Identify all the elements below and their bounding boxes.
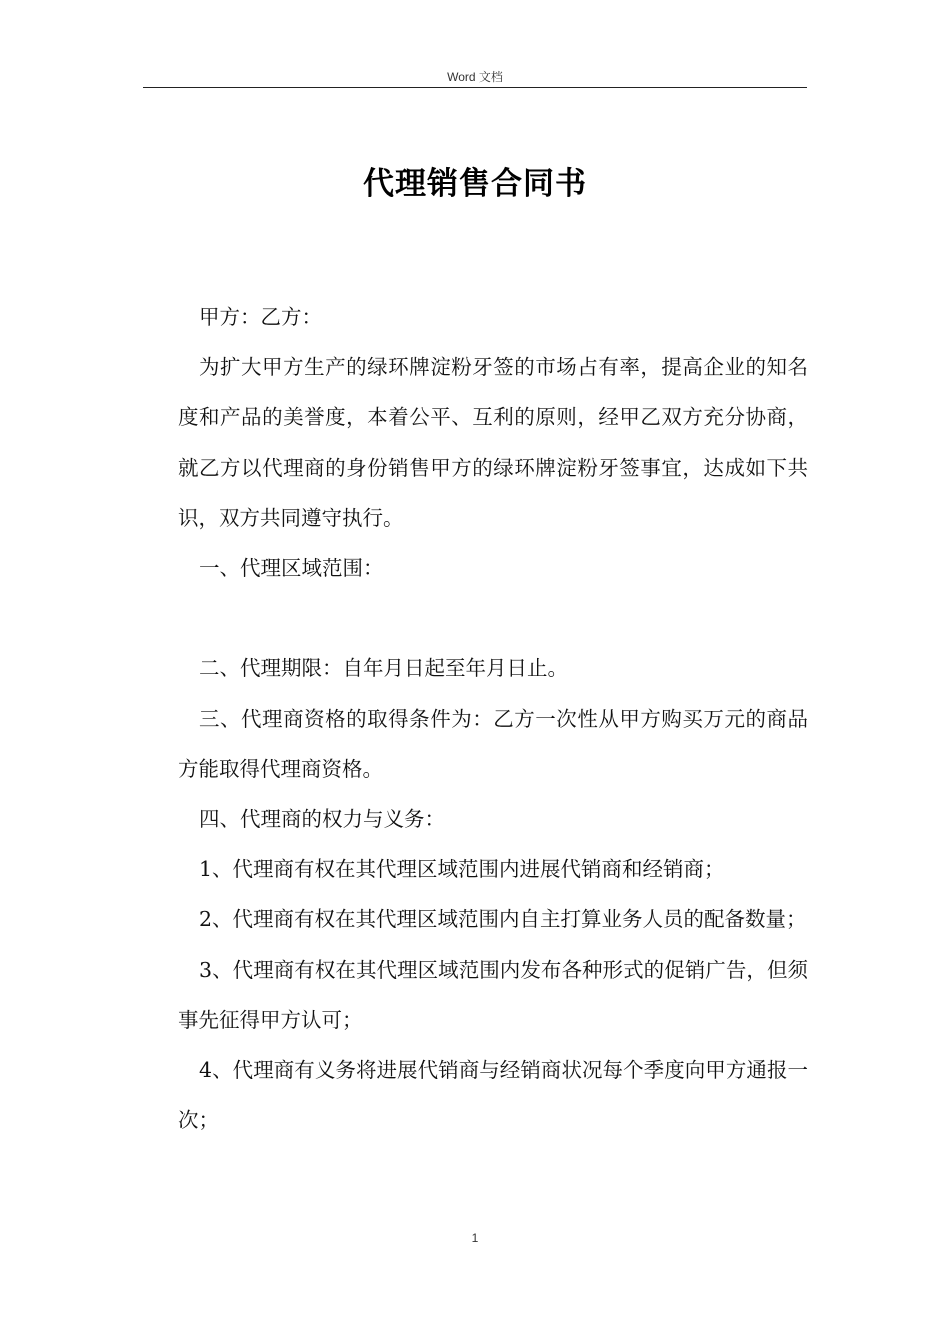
paragraph-parties: 甲方：乙方：: [199, 305, 322, 329]
list-item-4: 4、代理商有义务将进展代销商与经销商状况每个季度向甲方通报一次；: [178, 1058, 808, 1133]
document-title: 代理销售合同书: [363, 166, 587, 202]
document-body: [178, 292, 808, 1145]
page-header: Word 文档: [447, 70, 503, 84]
paragraph-section-1: 一、代理区域范围：: [199, 556, 384, 581]
page-number: 1: [471, 1231, 479, 1245]
paragraph-section-2: 二、代理期限：自年月日起至年月日止。: [199, 656, 568, 681]
paragraph-section-3: 三、代理商资格的取得条件为：乙方一次性从甲方购买万元的商品方能取得代理商资格。: [178, 706, 808, 781]
blank-line: [178, 593, 808, 643]
list-item-3: 3、代理商有权在其代理区域范围内发布各种形式的促销广告，但须事先征得甲方认可；: [178, 957, 808, 1032]
paragraph-preamble: 为扩大甲方生产的绿环牌淀粉牙签的市场占有率，提高企业的知名度和产品的美誉度，本着公平、互利的原则，经甲乙双方充分协商，就乙方以代理商的身份销售甲方的绿环牌淀粉牙签事宜，达成如下共识，双方共同遵守执行。: [178, 355, 808, 530]
paragraph-section-4: 四、代理商的权力与义务：: [199, 807, 445, 832]
header-divider: [143, 87, 807, 88]
list-item-2: 2、代理商有权在其代理区域范围内自主打算业务人员的配备数量；: [199, 907, 807, 932]
list-item-1: 1、代理商有权在其代理区域范围内进展代销商和经销商；: [199, 857, 725, 882]
